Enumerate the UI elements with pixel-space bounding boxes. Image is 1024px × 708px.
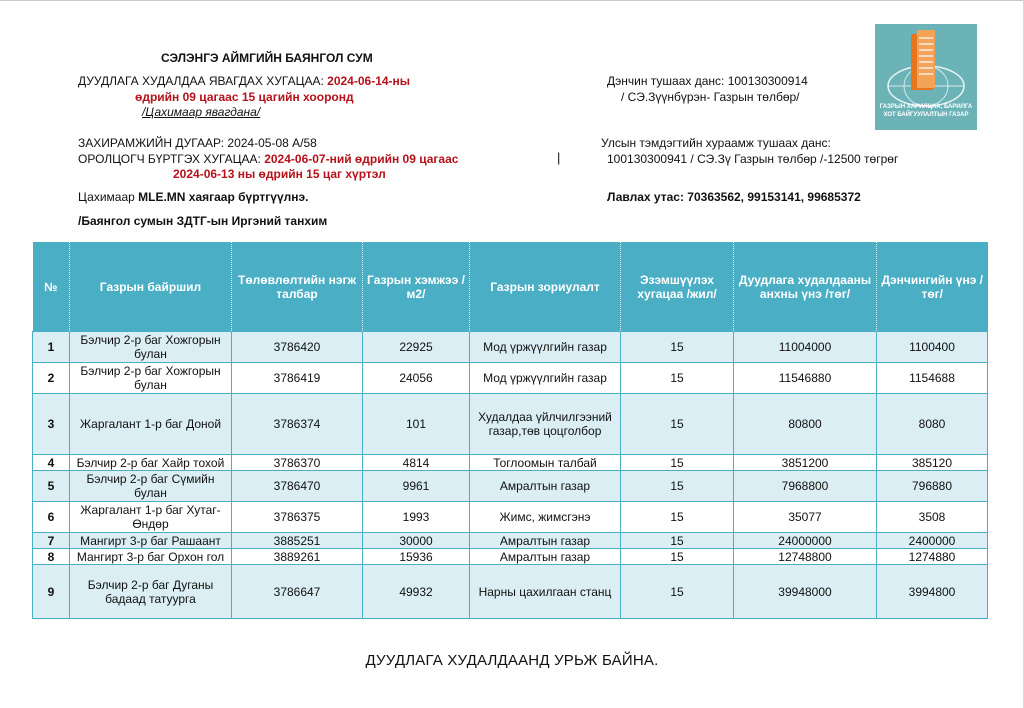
row-area: 15936	[363, 549, 470, 565]
col-location: Газрын байршил	[70, 242, 232, 332]
online-site-link[interactable]: MLE.MN	[138, 190, 186, 204]
row-location: Бэлчир 2-р баг Хожгорын булан	[70, 332, 232, 363]
row-deposit: 3508	[877, 502, 988, 533]
row-purpose: Мод үржүүлгийн газар	[470, 363, 621, 394]
row-purpose: Амралтын газар	[470, 549, 621, 565]
row-number: 7	[33, 533, 70, 549]
table-row	[33, 549, 988, 565]
logo-text-line1: ГАЗРЫН ХАРИЛЦАА, БАРИЛГА	[879, 104, 973, 110]
page-title: СЭЛЭНГЭ АЙМГИЙН БАЯНГОЛ СУМ	[161, 51, 373, 65]
row-term: 15	[621, 455, 734, 471]
row-term: 15	[621, 471, 734, 502]
agency-logo	[875, 24, 977, 130]
row-deposit: 1154688	[877, 363, 988, 394]
row-number: 3	[33, 394, 70, 455]
col-area: Газрын хэмжээ /м2/	[363, 242, 470, 332]
row-term: 15	[621, 394, 734, 455]
table-row	[33, 455, 988, 471]
stamp-fee-account-label: Улсын тэмдэгтийн хураамж тушаах данс:	[601, 136, 831, 150]
row-deposit: 796880	[877, 471, 988, 502]
row-location: Мангирт 3-р баг Орхон гол	[70, 549, 232, 565]
row-purpose: Худалдаа үйлчилгээний газар,төв цоцголбор	[470, 394, 621, 455]
auction-deadline-time: өдрийн 09 цагаас 15 цагийн хооронд	[135, 90, 354, 104]
row-purpose: Нарны цахилгаан станц	[470, 565, 621, 619]
col-deposit: Дэнчингийн үнэ /төг/	[877, 242, 988, 332]
row-location: Бэлчир 2-р баг Дуганы бадаад татуурга	[70, 565, 232, 619]
online-prefix: Цахимаар	[78, 190, 139, 204]
row-term: 15	[621, 565, 734, 619]
row-location: Бэлчир 2-р баг Сүмийн булан	[70, 471, 232, 502]
row-term: 15	[621, 363, 734, 394]
row-plot-id: 3786420	[232, 332, 363, 363]
stamp-fee-account: 100130300941 / СЭ.Зү Газрын төлбөр /-12500 төгрөг	[607, 152, 899, 166]
table-row	[33, 363, 988, 394]
row-plot-id: 3786419	[232, 363, 363, 394]
table-row	[33, 332, 988, 363]
row-start-price: 12748800	[734, 549, 877, 565]
row-deposit: 2400000	[877, 533, 988, 549]
col-start-price: Дуудлага худалдааны анхны үнэ /төг/	[734, 242, 877, 332]
row-number: 9	[33, 565, 70, 619]
col-plot-id: Төлөвлөлтийн нэгж талбар	[232, 242, 363, 332]
row-number: 2	[33, 363, 70, 394]
row-start-price: 24000000	[734, 533, 877, 549]
row-start-price: 3851200	[734, 455, 877, 471]
auction-deadline-label: ДУУДЛАГА ХУДАЛДАА ЯВАГДАХ ХУГАЦАА:	[78, 74, 328, 88]
page-top-border	[0, 0, 1024, 5]
table-row	[33, 565, 988, 619]
venue: /Баянгол сумын ЗДТГ-ын Иргэний танхим	[78, 214, 328, 228]
auction-mode: /Цахимаар явагдана/	[142, 105, 261, 119]
row-area: 22925	[363, 332, 470, 363]
col-purpose: Газрын зориулалт	[470, 242, 621, 332]
row-location: Мангирт 3-р баг Рашаант	[70, 533, 232, 549]
row-deposit: 8080	[877, 394, 988, 455]
row-term: 15	[621, 549, 734, 565]
row-area: 101	[363, 394, 470, 455]
col-number: №	[33, 242, 70, 332]
registration-label: ОРОЛЦОГЧ БҮРТГЭХ ХУГАЦАА:	[78, 152, 265, 166]
row-number: 1	[33, 332, 70, 363]
table-row	[33, 471, 988, 502]
row-purpose: Мод үржүүлгийн газар	[470, 332, 621, 363]
row-purpose: Амралтын газар	[470, 471, 621, 502]
deposit-account-name: / СЭ.Зүүнбүрэн- Газрын төлбөр/	[621, 90, 800, 104]
table-header-row	[33, 242, 988, 332]
registration-end: 2024-06-13 ны өдрийн 15 цаг хүртэл	[173, 167, 386, 181]
row-number: 4	[33, 455, 70, 471]
row-start-price: 11004000	[734, 332, 877, 363]
table-row	[33, 533, 988, 549]
row-area: 24056	[363, 363, 470, 394]
row-number: 5	[33, 471, 70, 502]
row-deposit: 1100400	[877, 332, 988, 363]
table-row	[33, 502, 988, 533]
row-term: 15	[621, 332, 734, 363]
online-registration	[78, 189, 308, 205]
auction-deadline-date: 2024-06-14-ны	[327, 74, 411, 88]
footer-invitation: ДУУДЛАГА ХУДАЛДААНД УРЬЖ БАЙНА.	[365, 652, 659, 669]
land-auction-table	[32, 242, 988, 619]
row-area: 49932	[363, 565, 470, 619]
row-plot-id: 3786647	[232, 565, 363, 619]
row-start-price: 39948000	[734, 565, 877, 619]
row-deposit: 385120	[877, 455, 988, 471]
row-number: 6	[33, 502, 70, 533]
row-purpose: Амралтын газар	[470, 533, 621, 549]
row-start-price: 11546880	[734, 363, 877, 394]
row-plot-id: 3885251	[232, 533, 363, 549]
row-deposit: 3994800	[877, 565, 988, 619]
order-number: ЗАХИРАМЖИЙН ДУГААР: 2024-05-08 А/58	[78, 136, 317, 150]
row-area: 30000	[363, 533, 470, 549]
contact-phone: Лавлах утас: 70363562, 99153141, 99685372	[607, 190, 861, 204]
row-plot-id: 3786370	[232, 455, 363, 471]
row-number: 8	[33, 549, 70, 565]
row-purpose: Жимс, жимсгэнэ	[470, 502, 621, 533]
col-term: Эзэмшүүлэх хугацаа /жил/	[621, 242, 734, 332]
auction-deadline	[78, 73, 410, 89]
row-area: 9961	[363, 471, 470, 502]
row-location: Бэлчир 2-р баг Хожгорын булан	[70, 363, 232, 394]
row-plot-id: 3786470	[232, 471, 363, 502]
row-location: Бэлчир 2-р баг Хайр тохой	[70, 455, 232, 471]
logo-text-line2: ХОТ БАЙГУУЛАЛТЫН ГАЗАР	[883, 112, 969, 118]
table-row	[33, 394, 988, 455]
online-suffix: хаягаар бүртгүүлнэ.	[185, 190, 309, 204]
row-area: 1993	[363, 502, 470, 533]
row-start-price: 80800	[734, 394, 877, 455]
row-location: Жаргалант 1-р баг Хутаг-Өндөр	[70, 502, 232, 533]
registration-period	[78, 151, 458, 167]
row-start-price: 7968800	[734, 471, 877, 502]
row-purpose: Тоглоомын талбай	[470, 455, 621, 471]
row-plot-id: 3786374	[232, 394, 363, 455]
row-plot-id: 3889261	[232, 549, 363, 565]
row-term: 15	[621, 502, 734, 533]
row-area: 4814	[363, 455, 470, 471]
row-deposit: 1274880	[877, 549, 988, 565]
row-location: Жаргалант 1-р баг Доной	[70, 394, 232, 455]
separator-bar: |	[557, 150, 561, 165]
row-term: 15	[621, 533, 734, 549]
row-plot-id: 3786375	[232, 502, 363, 533]
row-start-price: 35077	[734, 502, 877, 533]
deposit-account: Дэнчин тушаах данс: 100130300914	[607, 74, 808, 88]
registration-start: 2024-06-07-ний өдрийн 09 цагаас	[264, 152, 459, 166]
